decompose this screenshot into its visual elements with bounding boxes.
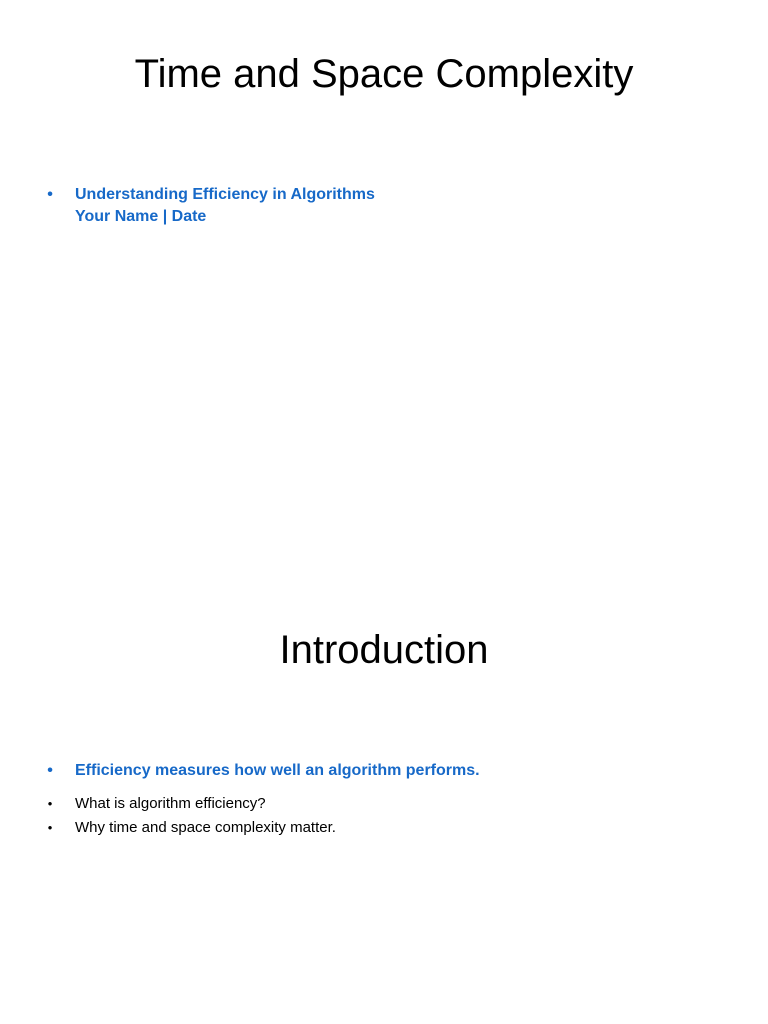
bullet-list (44, 760, 724, 840)
bullet-icon: • (47, 762, 53, 779)
author-date-line: Your Name | Date (75, 208, 207, 225)
bullet-list (44, 184, 724, 228)
bullet-icon: • (47, 796, 53, 811)
bullet-icon: • (47, 186, 53, 203)
slide-2 (0, 576, 768, 1024)
list-item (44, 760, 724, 782)
bullet-icon: • (47, 820, 53, 835)
bullet-text: What is algorithm efficiency? (75, 795, 266, 812)
list-item (44, 816, 724, 840)
slide-title: Introduction (279, 628, 489, 672)
list-item (44, 792, 724, 816)
bullet-text: Efficiency measures how well an algorithm performs. (75, 762, 480, 779)
subtitle-bullet (44, 184, 724, 228)
subtitle-line: Understanding Efficiency in Algorithms (75, 186, 375, 203)
bullet-text: Why time and space complexity matter. (75, 819, 336, 836)
slide-title: Time and Space Complexity (134, 52, 634, 96)
